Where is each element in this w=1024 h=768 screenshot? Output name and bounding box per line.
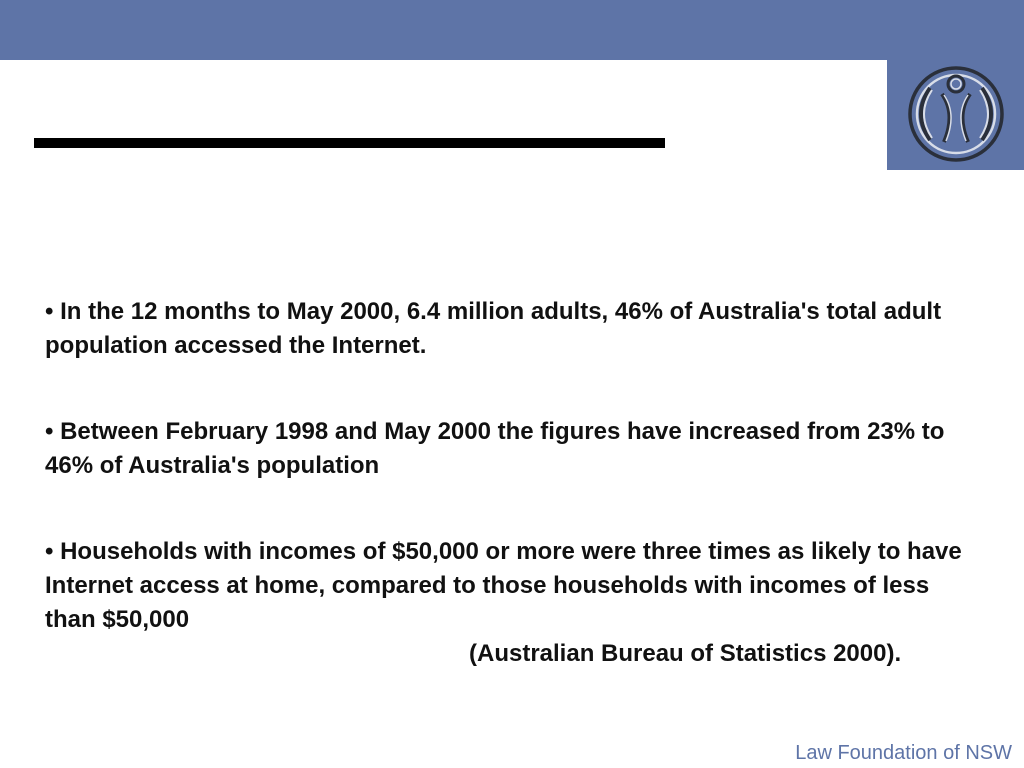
bullet-item [45,535,985,637]
logo-panel [887,60,1024,170]
bullet-text: Households with incomes of $50,000 or more were three times as likely to have Internet access at home, compared to those households with incomes of less than $50,000 [45,538,962,633]
bullet-text: In the 12 months to May 2000, 6.4 million adults, 46% of Australia's total adult population accessed the Internet. [45,298,942,359]
bullet-item [45,295,985,363]
bullet-marker: • [45,538,54,565]
source-citation: (Australian Bureau of Statistics 2000). [469,640,902,667]
top-header-band [0,0,1024,60]
bullet-marker: • [45,418,54,445]
title-underline-rule [34,138,665,148]
footer-organization-name: Law Foundation of NSW [795,742,1012,764]
bullet-text: Between February 1998 and May 2000 the figures have increased from 23% to 46% of Australia's population [45,418,945,479]
law-foundation-logo-icon [906,64,1006,164]
bullet-item [45,415,985,483]
bullet-marker: • [45,298,54,325]
